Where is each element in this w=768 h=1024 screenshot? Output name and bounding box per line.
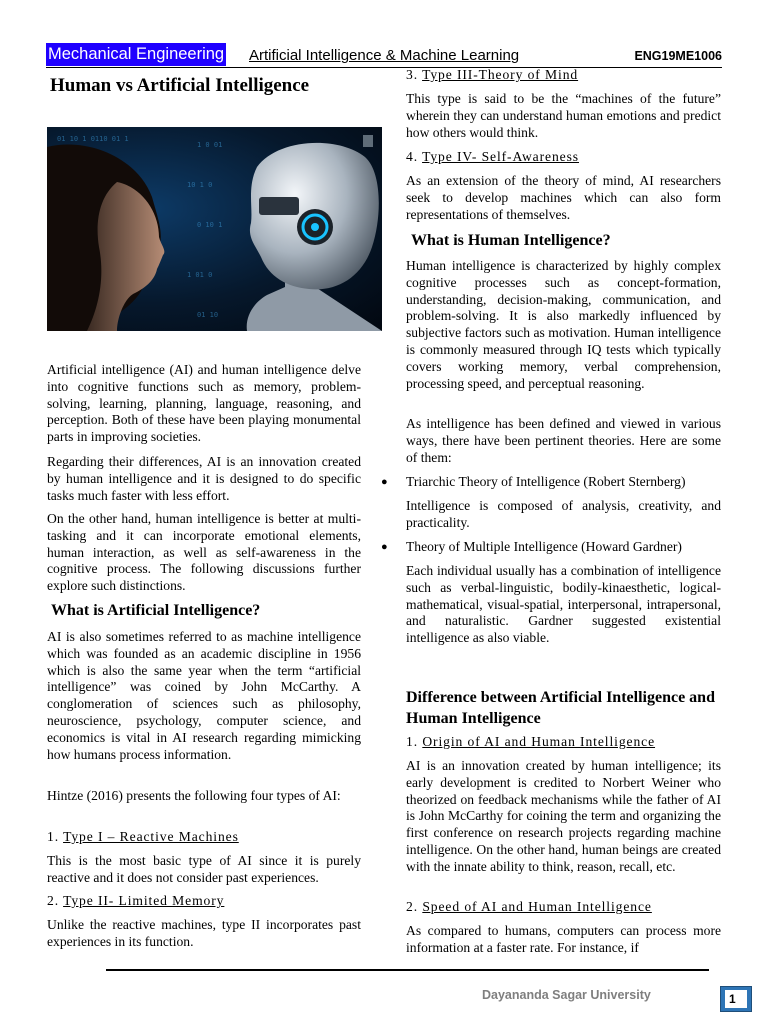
type-3-number: 3. <box>406 67 418 82</box>
multiple-intelligence-paragraph: Each individual usually has a combination of intelligence such as verbal-linguistic, bodily-kinaesthetic, logical-mathematical, visual-spatial, interpersonal, intrapersonal, and naturalistic. Gardner suggested existential intelligence as also viable. <box>406 563 721 646</box>
document-title: Human vs Artificial Intelligence <box>50 75 310 96</box>
svg-text:1 01 0: 1 01 0 <box>187 271 213 279</box>
human-vs-robot-image <box>47 127 382 331</box>
type-4-heading <box>406 149 721 166</box>
type-1-heading <box>47 829 361 846</box>
svg-text:10 1 0: 10 1 0 <box>187 181 213 189</box>
type-3-heading <box>406 67 721 84</box>
svg-text:1 0 01: 1 0 01 <box>197 141 223 149</box>
type-2-heading <box>47 893 361 910</box>
heading-what-is-ai: What is Artificial Intelligence? <box>51 602 261 619</box>
type-1-paragraph: This is the most basic type of AI since it is purely reactive and it does not consider past experiences. <box>47 853 361 885</box>
type-1-label: Type I – Reactive Machines <box>63 829 239 844</box>
type-4-label: Type IV- Self-Awareness <box>422 149 579 164</box>
difference-2-label: Speed of AI and Human Intelligence <box>422 899 652 914</box>
origin-paragraph: AI is an innovation created by human intelligence; its early development is credited to Norbert Weiner who theorized on feedback mechanisms while the father of AI is John McCarthy for coining the term and organizing the first conference on research projects regarding machine intelligence. On the other hand, human beings are created with the innate ability to think, reason, recall, etc. <box>406 758 721 874</box>
difference-1-label: Origin of AI and Human Intelligence <box>422 734 656 749</box>
type-4-paragraph: As an extension of the theory of mind, AI researchers seek to develop machines which can also form representations of themselves. <box>406 173 721 222</box>
page-number-box <box>720 986 752 1012</box>
page-number: 1 <box>725 990 747 1008</box>
type-1-number: 1. <box>47 829 59 844</box>
theories-paragraph: As intelligence has been defined and viewed in various ways, there have been pertinent theories. Here are some of them: <box>406 416 721 465</box>
intro-paragraph: Artificial intelligence (AI) and human intelligence delve into cognitive functions such as memory, problem-solving, learning, planning, language, reasoning, and perception. Both of these have been playing monumental parts in improving societies. <box>47 362 361 445</box>
svg-text:01 10 1 0110 01 1: 01 10 1 0110 01 1 <box>57 135 129 143</box>
type-2-number: 2. <box>47 893 59 908</box>
footer-university: Dayananda Sagar University <box>482 988 651 1002</box>
bullet-icon: ● <box>381 476 388 488</box>
bullet-multiple-intelligence: Theory of Multiple Intelligence (Howard Gardner) <box>406 539 682 554</box>
bullet-icon: ● <box>381 541 388 553</box>
triarchic-paragraph: Intelligence is composed of analysis, creativity, and practicality. <box>406 498 721 530</box>
course-title: Artificial Intelligence & Machine Learning <box>249 47 520 64</box>
heading-difference: Difference between Artificial Intelligence and Human Intelligence <box>406 689 715 727</box>
course-code: ENG19ME1006 <box>634 49 722 63</box>
svg-text:0 10 1: 0 10 1 <box>197 221 223 229</box>
footer-divider <box>106 969 709 971</box>
type-2-paragraph: Unlike the reactive machines, type II incorporates past experiences in its function. <box>47 917 361 949</box>
difference-1-number: 1. <box>406 734 418 749</box>
type-2-label: Type II- Limited Memory <box>63 893 225 908</box>
speed-paragraph: As compared to humans, computers can process more information at a faster rate. For instance, if <box>406 923 721 955</box>
difference-2-heading <box>406 899 721 916</box>
difference-1-heading <box>406 734 721 751</box>
heading-what-is-human-intelligence: What is Human Intelligence? <box>411 232 611 249</box>
page-header <box>46 43 722 68</box>
ai-definition-paragraph: AI is also sometimes referred to as machine intelligence which was founded as an academic discipline in 1956 which is also the same year when the term “artificial intelligence” was coined by John McCarthy. A conglomeration of sciences such as philosophy, neuroscience, psychology, computer science, and economics is vital in AI research regarding mimicking how humans process information. <box>47 629 361 762</box>
differences-paragraph: Regarding their differences, AI is an innovation created by human intelligence and it is designed to do specific tasks much faster with less effort. <box>47 454 361 503</box>
svg-text:01 10: 01 10 <box>197 311 219 319</box>
difference-2-number: 2. <box>406 899 418 914</box>
human-multitasking-paragraph: On the other hand, human intelligence is better at multi-tasking and it can incorporate emotional elements, human interaction, as well as self-awareness in the cognitive process. The following discussions further explore such distinctions. <box>47 511 361 594</box>
type-3-paragraph: This type is said to be the “machines of the future” wherein they can understand human emotions and predict how others would think. <box>406 91 721 140</box>
type-3-label: Type III-Theory of Mind <box>422 67 579 82</box>
department-label: Mechanical Engineering <box>46 43 226 66</box>
human-intelligence-paragraph: Human intelligence is characterized by highly complex cognitive processes such as concept-formation, understanding, decision-making, communication, and problem-solving. It is also markedly influenced by subjective factors such as motivation. Human intelligence is commonly measured through IQ tests which typically covers working memory, verbal comprehension, processing speed, and perceptual reasoning. <box>406 258 721 391</box>
type-4-number: 4. <box>406 149 418 164</box>
bullet-triarchic-theory: Triarchic Theory of Intelligence (Robert Sternberg) <box>406 474 686 489</box>
hintze-paragraph: Hintze (2016) presents the following four types of AI: <box>47 788 341 803</box>
